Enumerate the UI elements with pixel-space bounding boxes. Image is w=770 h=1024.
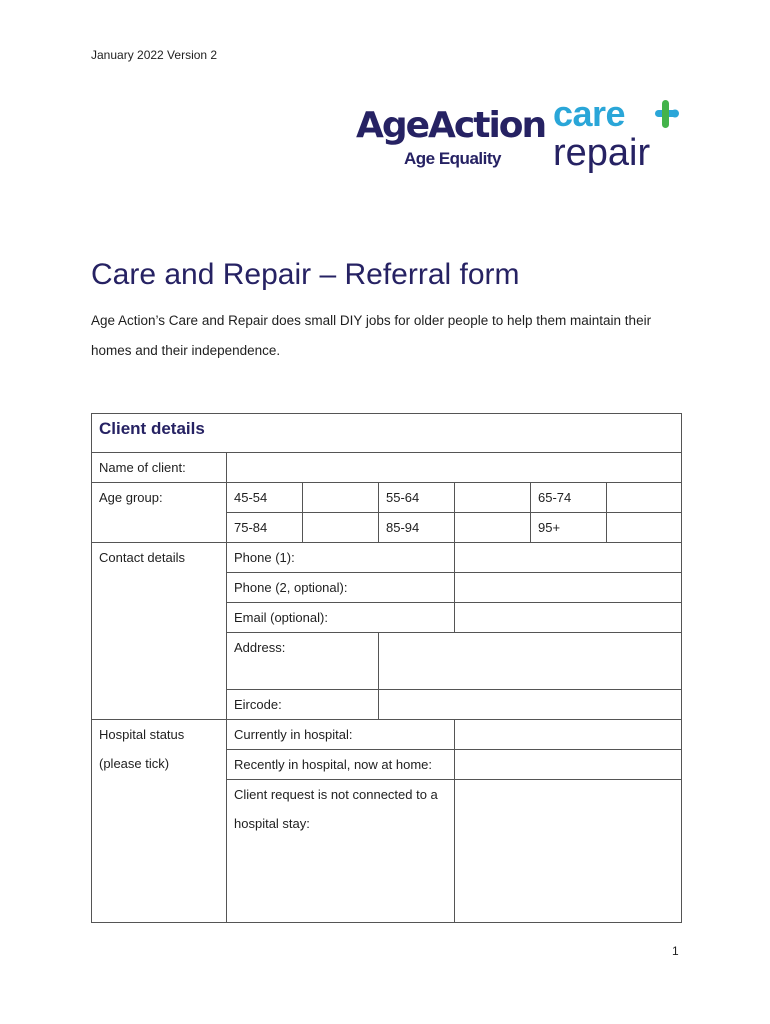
age-75-84-checkbox[interactable] — [303, 513, 379, 543]
repair-logo-text: repair — [553, 132, 651, 174]
client-details-table — [91, 413, 682, 923]
age-95-plus-checkbox[interactable] — [607, 513, 682, 543]
age-group-option-label: 75-84 — [227, 513, 303, 543]
phone1-label: Phone (1): — [227, 543, 455, 573]
version-label: January 2022 Version 2 — [91, 48, 218, 62]
age-85-94-checkbox[interactable] — [455, 513, 531, 543]
address-field[interactable] — [379, 633, 682, 690]
age-45-54-checkbox[interactable] — [303, 483, 379, 513]
contact-details-label: Contact details — [92, 543, 227, 720]
hospital-status-hint: (please tick) — [99, 756, 170, 771]
age-55-64-checkbox[interactable] — [455, 483, 531, 513]
intro-text: Age Action’s Care and Repair does small DIY jobs for older people to help them maintain their homes and their independence. — [91, 313, 652, 358]
age-action-logo — [356, 105, 546, 176]
page-title: Care and Repair – Referral form — [91, 258, 520, 291]
care-logo-text: care — [553, 93, 626, 134]
not-hospital-related-label: Client request is not connected to a hospital stay: — [227, 780, 455, 923]
page-number: 1 — [672, 944, 679, 958]
age-group-option-label: 65-74 — [531, 483, 607, 513]
not-hospital-related-checkbox[interactable] — [455, 780, 682, 923]
hospital-status-label — [92, 720, 227, 923]
hospital-status-title: Hospital status — [99, 727, 185, 742]
recently-in-hospital-checkbox[interactable] — [455, 750, 682, 780]
eircode-field[interactable] — [379, 690, 682, 720]
age-action-logo-text: AgeAction — [356, 105, 546, 146]
email-field[interactable] — [455, 603, 682, 633]
age-group-option-label: 95+ — [531, 513, 607, 543]
email-label: Email (optional): — [227, 603, 455, 633]
eircode-label: Eircode: — [227, 690, 379, 720]
client-details-heading: Client details — [92, 414, 682, 453]
recently-in-hospital-label: Recently in hospital, now at home: — [227, 750, 455, 780]
age-group-option-label: 85-94 — [379, 513, 455, 543]
phone1-field[interactable] — [455, 543, 682, 573]
plus-icon — [645, 98, 681, 130]
age-equality-logo-text: Age Equality — [404, 149, 501, 168]
currently-in-hospital-checkbox[interactable] — [455, 720, 682, 750]
phone2-label: Phone (2, optional): — [227, 573, 455, 603]
age-group-label: Age group: — [92, 483, 227, 543]
address-label: Address: — [227, 633, 379, 690]
age-group-option-label: 45-54 — [227, 483, 303, 513]
age-group-option-label: 55-64 — [379, 483, 455, 513]
name-of-client-label: Name of client: — [92, 453, 227, 483]
phone2-field[interactable] — [455, 573, 682, 603]
age-65-74-checkbox[interactable] — [607, 483, 682, 513]
name-of-client-field[interactable] — [227, 453, 682, 483]
currently-in-hospital-label: Currently in hospital: — [227, 720, 455, 750]
care-repair-logo — [553, 92, 683, 182]
